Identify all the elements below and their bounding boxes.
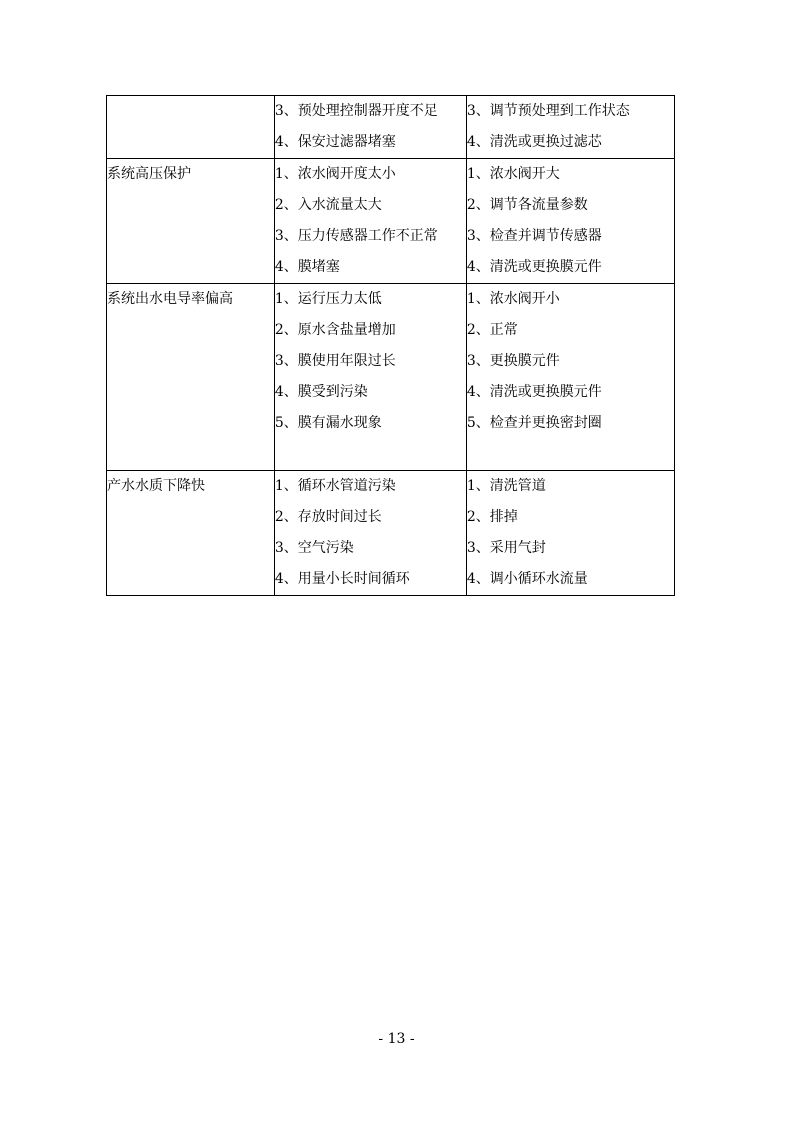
troubleshooting-table xyxy=(106,95,675,596)
remedy-item: 1、浓水阀开大 xyxy=(466,166,560,182)
cause-item: 3、压力传感器工作不正常 xyxy=(274,228,438,244)
cause-item: 5、膜有漏水现象 xyxy=(274,415,382,431)
table-row xyxy=(107,96,675,159)
cause-item: 3、空气污染 xyxy=(274,540,354,556)
cause-item: 4、膜堵塞 xyxy=(274,259,340,275)
remedy-item: 3、检查并调节传感器 xyxy=(466,228,602,244)
remedy-cell xyxy=(466,471,674,596)
cause-item: 2、存放时间过长 xyxy=(274,509,382,525)
symptom-cell xyxy=(107,284,275,471)
remedy-item: 1、清洗管道 xyxy=(466,478,546,494)
symptom-cell xyxy=(107,96,275,159)
table-row xyxy=(107,159,675,284)
cause-item: 3、膜使用年限过长 xyxy=(274,353,396,369)
remedy-item: 2、调节各流量参数 xyxy=(466,197,588,213)
blank-line xyxy=(467,439,674,470)
cause-item: 1、循环水管道污染 xyxy=(274,478,396,494)
remedy-item: 4、清洗或更换过滤芯 xyxy=(466,134,602,150)
symptom-cell xyxy=(107,159,275,284)
symptom-cell xyxy=(107,471,275,596)
symptom-text: 系统高压保护 xyxy=(107,166,191,182)
cause-item: 2、原水含盐量增加 xyxy=(274,322,396,338)
cause-cell xyxy=(274,471,466,596)
remedy-item: 4、调小循环水流量 xyxy=(466,571,588,587)
page-number: - 13 - xyxy=(378,1031,415,1047)
remedy-item: 3、更换膜元件 xyxy=(466,353,560,369)
cause-cell xyxy=(274,159,466,284)
table-row xyxy=(107,471,675,596)
cause-item: 4、用量小长时间循环 xyxy=(274,571,410,587)
table-row xyxy=(107,284,675,471)
remedy-item: 2、排掉 xyxy=(466,509,518,525)
remedy-item: 4、清洗或更换膜元件 xyxy=(466,259,602,275)
symptom-text: 系统出水电导率偏高 xyxy=(107,291,233,307)
remedy-item: 1、浓水阀开小 xyxy=(466,291,560,307)
symptom-text: 产水水质下降快 xyxy=(107,478,205,494)
cause-item: 4、膜受到污染 xyxy=(274,384,368,400)
cause-item: 4、保安过滤器堵塞 xyxy=(274,134,396,150)
blank-line xyxy=(275,439,466,470)
remedy-item: 2、正常 xyxy=(466,322,518,338)
cause-item: 3、预处理控制器开度不足 xyxy=(274,103,438,119)
cause-cell xyxy=(274,96,466,159)
remedy-cell xyxy=(466,96,674,159)
remedy-cell xyxy=(466,159,674,284)
remedy-item: 4、清洗或更换膜元件 xyxy=(466,384,602,400)
remedy-item: 5、检查并更换密封圈 xyxy=(466,415,602,431)
remedy-item: 3、调节预处理到工作状态 xyxy=(466,103,630,119)
cause-item: 2、入水流量太大 xyxy=(274,197,382,213)
remedy-cell xyxy=(466,284,674,471)
remedy-item: 3、采用气封 xyxy=(466,540,546,556)
cause-item: 1、运行压力太低 xyxy=(274,291,382,307)
cause-cell xyxy=(274,284,466,471)
cause-item: 1、浓水阀开度太小 xyxy=(274,166,396,182)
